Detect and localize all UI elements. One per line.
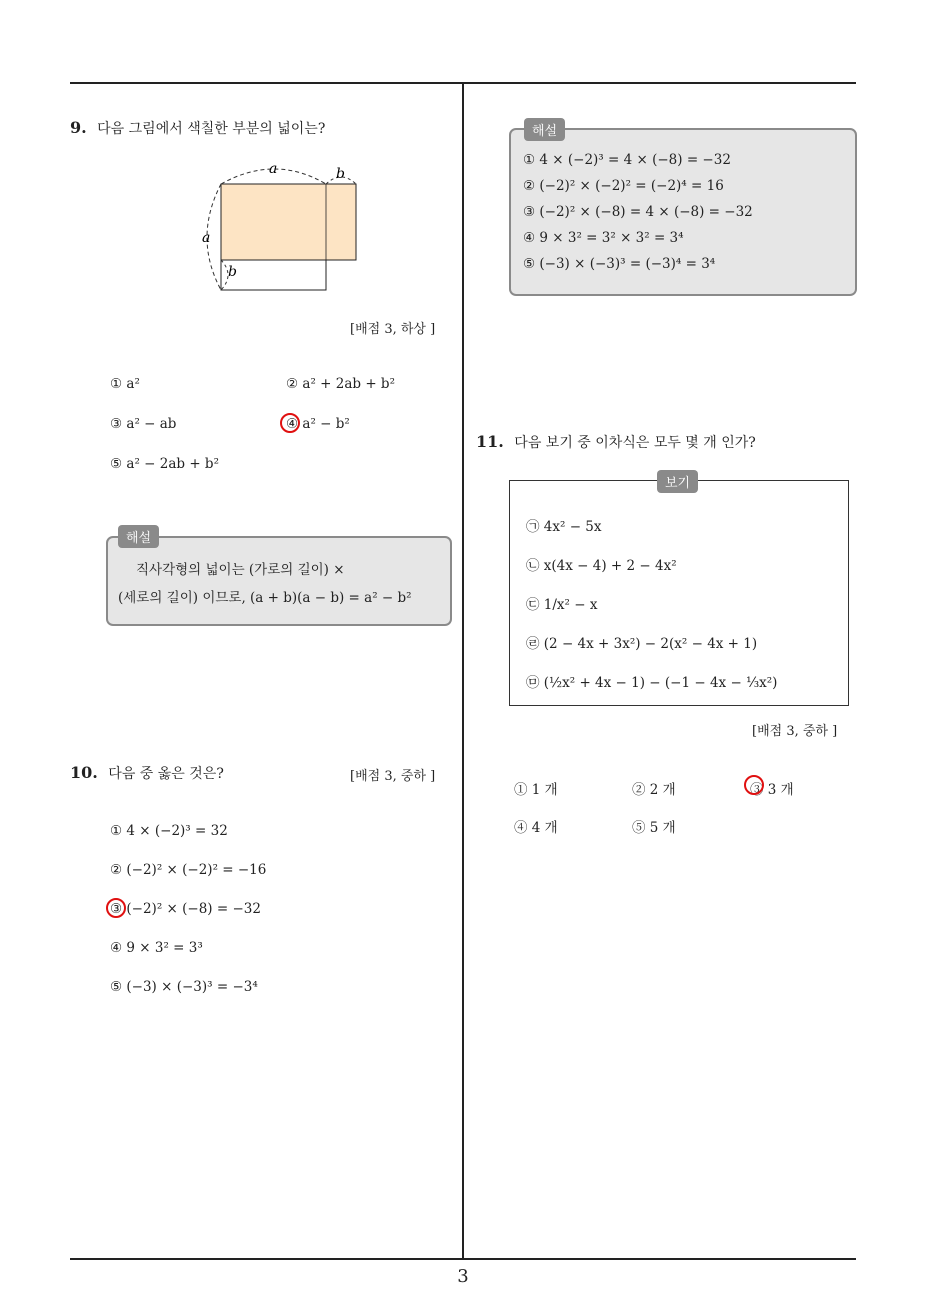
q11-score: [배점 3, 중하 ]: [752, 724, 838, 739]
q9-option-5[interactable]: ⑤ a² − 2ab + b²: [110, 456, 219, 472]
q11-option-5[interactable]: ⑤ 5 개: [632, 820, 676, 836]
q11-answer-mark: [744, 775, 764, 795]
q10-question: 다음 중 옳은 것은?: [108, 766, 224, 782]
shaded-rectangle: [221, 184, 356, 260]
q11-item-4: ㉣ (2 − 4x + 3x²) − 2(x² − 4x + 1): [526, 636, 758, 652]
q10-number: 10.: [70, 763, 98, 782]
label-b-left: b: [228, 264, 237, 280]
q11-box-tag: 보기: [657, 470, 698, 493]
q9-explanation-tag: 해설: [118, 525, 159, 548]
q10-explanation-box: [509, 128, 857, 296]
q10-explanation-line-1: ① 4 × (−2)³ = 4 × (−8) = −32: [523, 152, 731, 168]
label-a-top: a: [269, 161, 278, 177]
q9-score: [배점 3, 하상 ]: [350, 322, 436, 337]
q11-number: 11.: [476, 432, 504, 451]
q11-title: [476, 432, 756, 452]
label-b-top: b: [336, 166, 345, 182]
q10-explanation-line-5: ⑤ (−3) × (−3)³ = (−3)⁴ = 3⁴: [523, 256, 716, 272]
q10-explanation-line-3: ③ (−2)² × (−8) = 4 × (−8) = −32: [523, 204, 753, 220]
q11-option-4[interactable]: ④ 4 개: [514, 820, 558, 836]
q11-item-1: ㉠ 4x² − 5x: [526, 519, 602, 535]
q9-figure: [195, 158, 375, 298]
q9-explanation-line-1: 직사각형의 넓이는 (가로의 길이) ×: [136, 562, 345, 578]
q10-score: [배점 3, 중하 ]: [350, 769, 436, 784]
q10-option-5[interactable]: ⑤ (−3) × (−3)³ = −3⁴: [110, 979, 258, 995]
q10-explanation-line-2: ② (−2)² × (−2)² = (−2)⁴ = 16: [523, 178, 724, 194]
q11-item-5: ㉤ (½x² + 4x − 1) − (−1 − 4x − ⅓x²): [526, 675, 778, 691]
label-a-left: a: [202, 230, 211, 246]
q9-question: 다음 그림에서 색칠한 부분의 넓이는?: [97, 121, 326, 137]
q10-option-3[interactable]: ③ (−2)² × (−8) = −32: [110, 901, 261, 917]
q10-answer-mark: [106, 898, 126, 918]
column-divider: [462, 82, 464, 1259]
q9-option-1[interactable]: ① a²: [110, 376, 140, 392]
q11-option-3[interactable]: ③ 3 개: [750, 782, 794, 798]
q11-question: 다음 보기 중 이차식은 모두 몇 개 인가?: [514, 435, 756, 451]
q9-title: [70, 118, 325, 138]
q9-explanation-line-2: (세로의 길이) 이므로, (a + b)(a − b) = a² − b²: [118, 590, 412, 606]
q10-explanation-tag: 해설: [524, 118, 565, 141]
q10-title: [70, 763, 224, 783]
q10-option-4[interactable]: ④ 9 × 3² = 3³: [110, 940, 203, 956]
q9-option-4[interactable]: ④ a² − b²: [286, 416, 350, 432]
q10-explanation-line-4: ④ 9 × 3² = 3² × 3² = 3⁴: [523, 230, 684, 246]
q11-item-3: ㉢ 1/x² − x: [526, 597, 598, 613]
q11-option-2[interactable]: ② 2 개: [632, 782, 676, 798]
q9-explanation-box: [106, 536, 452, 626]
q9-option-3[interactable]: ③ a² − ab: [110, 416, 177, 432]
q11-option-1[interactable]: ① 1 개: [514, 782, 558, 798]
q11-example-box: [509, 480, 849, 706]
q11-item-2: ㉡ x(4x − 4) + 2 − 4x²: [526, 558, 677, 574]
q9-answer-mark: [280, 413, 300, 433]
q10-option-2[interactable]: ② (−2)² × (−2)² = −16: [110, 862, 267, 878]
q9-number: 9.: [70, 118, 87, 137]
q9-option-2[interactable]: ② a² + 2ab + b²: [286, 376, 395, 392]
q10-option-1[interactable]: ① 4 × (−2)³ = 32: [110, 823, 228, 839]
arc-b-left: [221, 260, 228, 290]
page-number: 3: [457, 1266, 469, 1287]
